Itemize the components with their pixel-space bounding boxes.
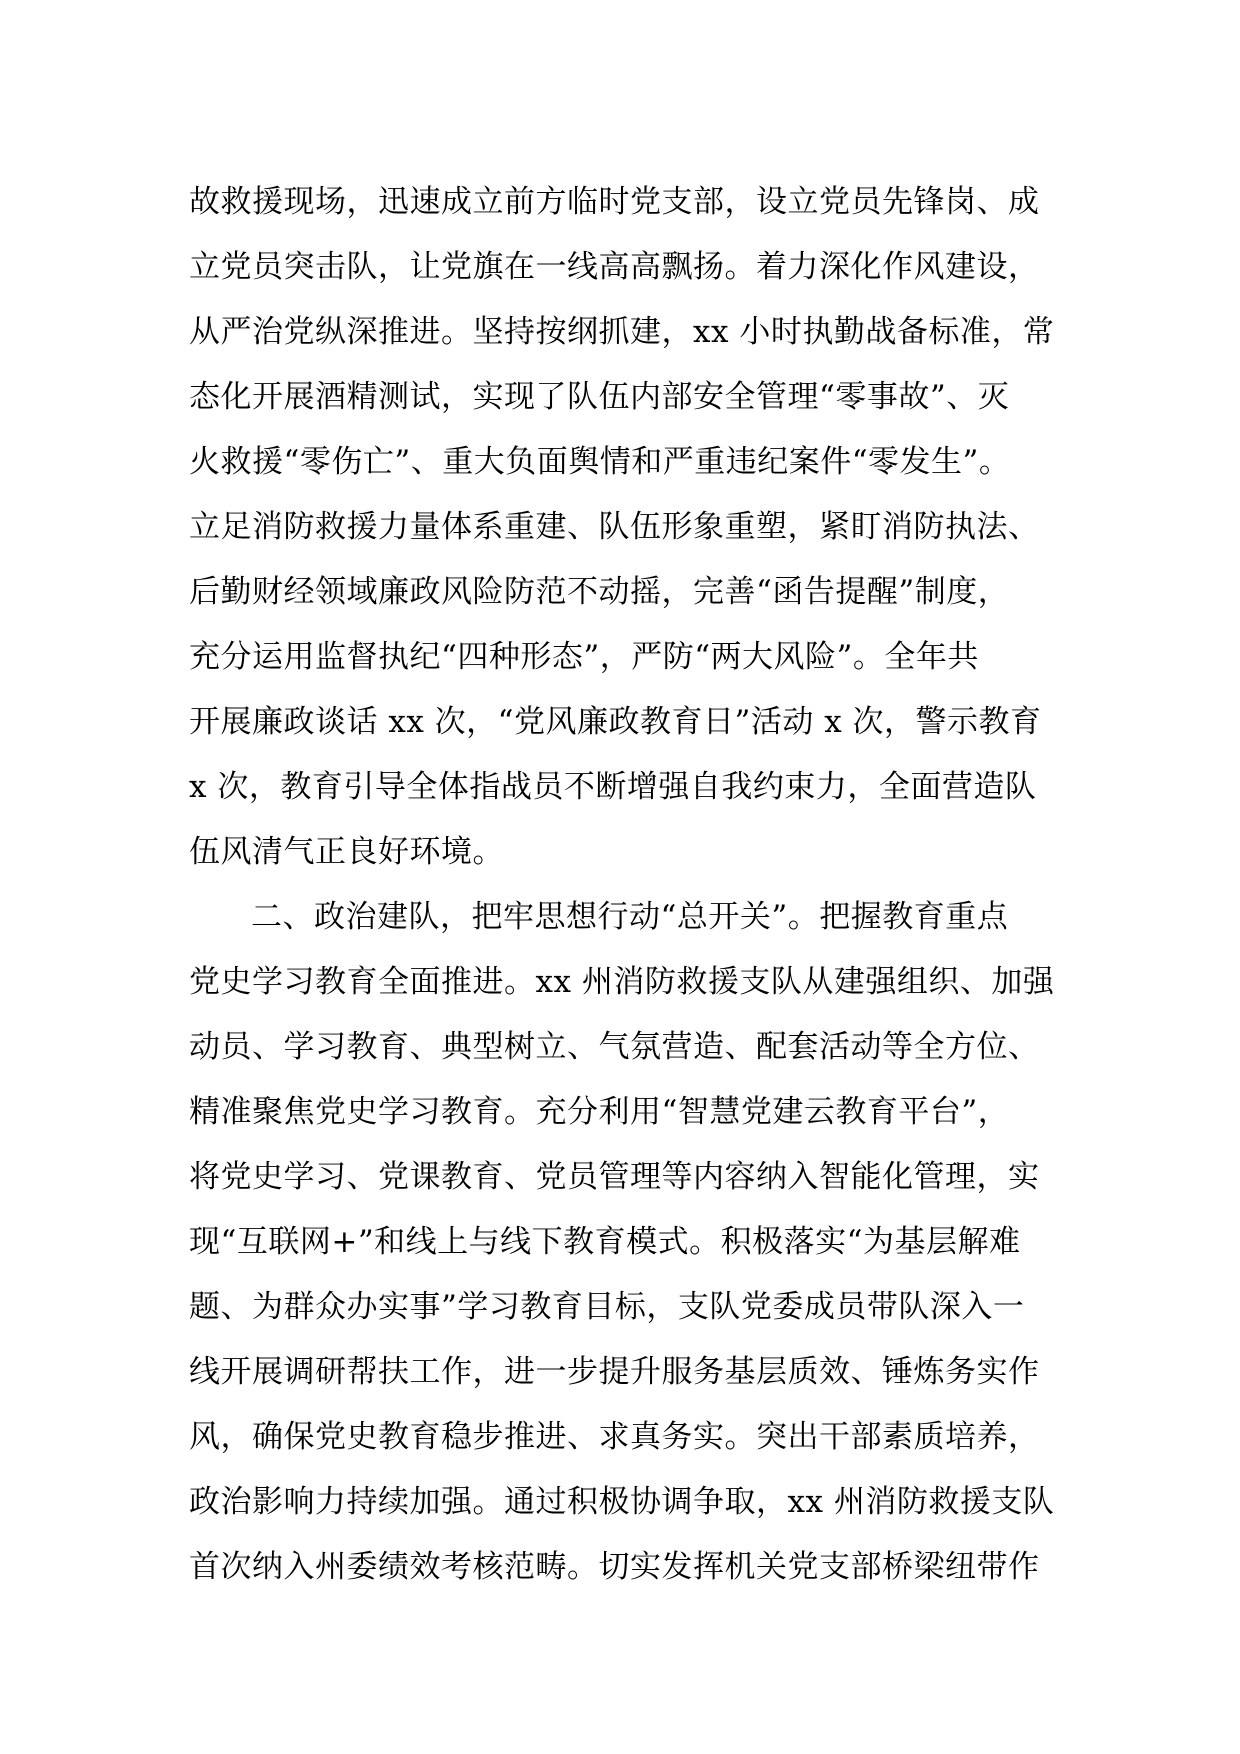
text-line: 开展廉政谈话 xx 次，“党风廉政教育日”活动 x 次，警示教育 bbox=[189, 704, 1042, 740]
text-line: 精准聚焦党史学习教育。充分利用“智慧党建云教育平台”， bbox=[189, 1094, 1010, 1130]
text-line: 后勤财经领域廉政风险防范不动摇，完善“函告提醒”制度， bbox=[189, 574, 1010, 610]
text-line: 现“互联网+”和线上与线下教育模式。积极落实“为基层解难 bbox=[189, 1224, 1021, 1260]
text-line: 充分运用监督执纪“四种形态”，严防“两大风险”。全年共 bbox=[189, 639, 979, 675]
text-line: 从严治党纵深推进。坚持按纲抓建，xx 小时执勤战备标准，常 bbox=[189, 314, 1055, 350]
text-line: 故救援现场，迅速成立前方临时党支部，设立党员先锋岗、成 bbox=[189, 184, 1040, 220]
text-line: 党史学习教育全面推进。xx 州消防救援支队从建强组织、加强 bbox=[189, 964, 1055, 1000]
section-heading-line: 二、政治建队，把牢思想行动“总开关”。把握教育重点 bbox=[251, 899, 1009, 935]
text-line: 线开展调研帮扶工作，进一步提升服务基层质效、锤炼务实作 bbox=[189, 1354, 1040, 1390]
text-line: 将党史学习、党课教育、党员管理等内容纳入智能化管理，实 bbox=[189, 1159, 1040, 1195]
text-line: 动员、学习教育、典型树立、气氛营造、配套活动等全方位、 bbox=[189, 1029, 1040, 1065]
text-line: 题、为群众办实事”学习教育目标，支队党委成员带队深入一 bbox=[189, 1289, 1025, 1325]
text-line: 风，确保党史教育稳步推进、求真务实。突出干部素质培养， bbox=[189, 1419, 1040, 1455]
text-line: 政治影响力持续加强。通过积极协调争取，xx 州消防救援支队 bbox=[189, 1484, 1055, 1520]
text-line: 立足消防救援力量体系重建、队伍形象重塑，紧盯消防执法、 bbox=[189, 509, 1040, 545]
text-line: 态化开展酒精测试，实现了队伍内部安全管理“零事故”、灭 bbox=[189, 379, 1010, 415]
text-line: 立党员突击队，让党旗在一线高高飘扬。着力深化作风建设， bbox=[189, 249, 1040, 285]
text-line: 伍风清气正良好环境。 bbox=[189, 834, 504, 870]
text-line: 首次纳入州委绩效考核范畴。切实发挥机关党支部桥梁纽带作 bbox=[189, 1549, 1040, 1585]
text-line: x 次，教育引导全体指战员不断增强自我约束力，全面营造队 bbox=[189, 769, 1037, 805]
body-text bbox=[189, 170, 1069, 1600]
text-line: 火救援“零伤亡”、重大负面舆情和严重违纪案件“零发生”。 bbox=[189, 444, 1011, 480]
